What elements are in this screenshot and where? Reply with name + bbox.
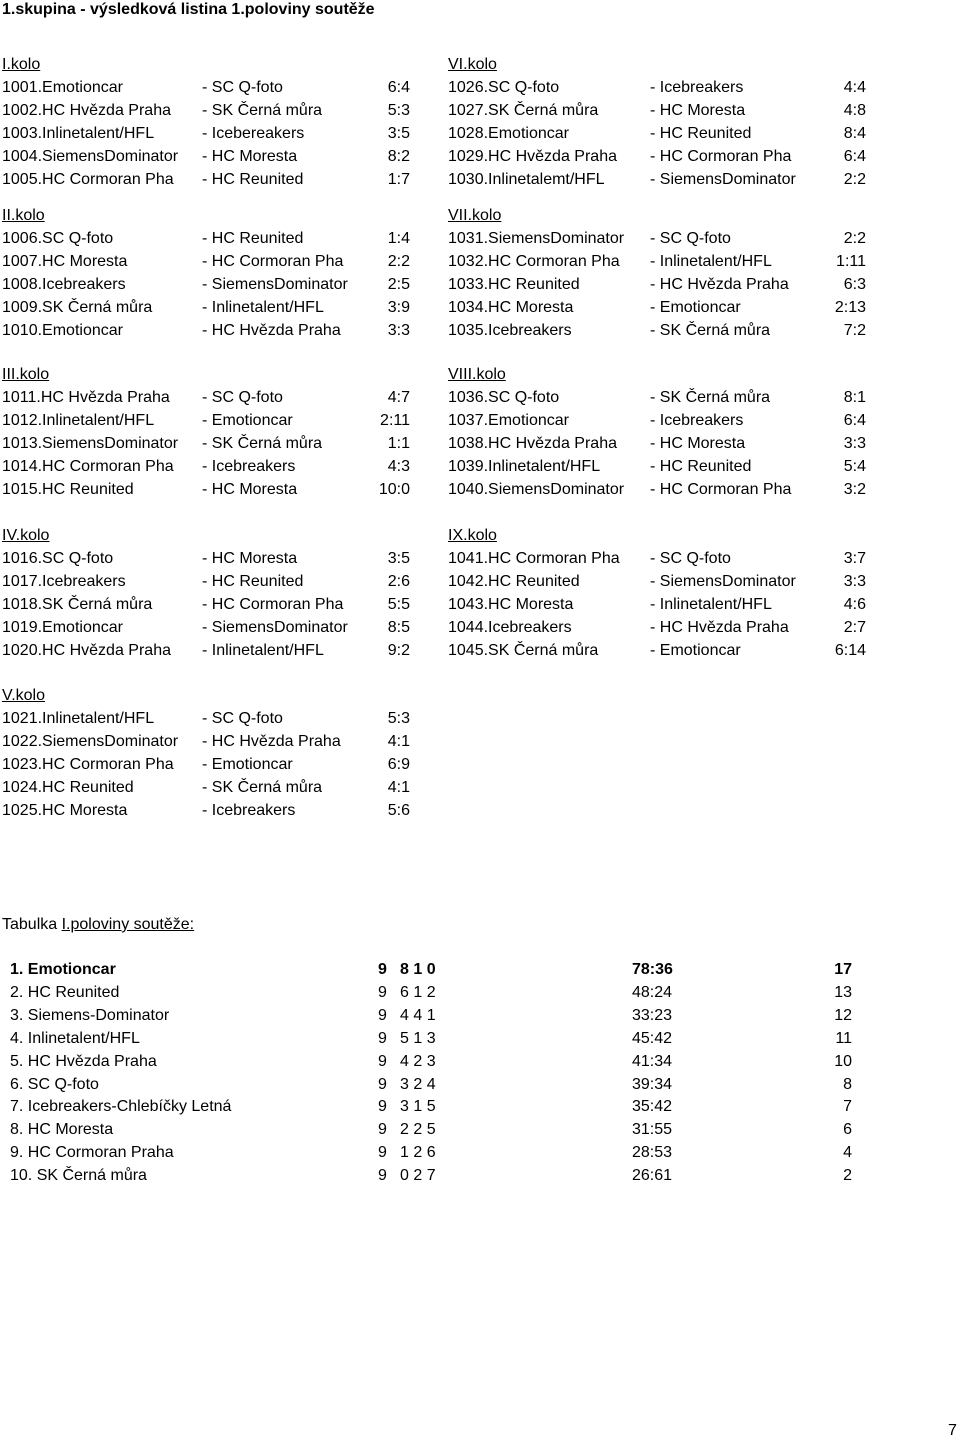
match-away: - SK Černá můra [650,388,771,406]
standings-points: 13 [834,983,852,1001]
standings-goals: 41:34 [632,1052,673,1070]
match-home: 1012.Inlinetalent/HFL [2,411,155,429]
page-title: 1.skupina - výsledková listina 1.poloviny soutěže [2,1,375,18]
match-row [448,149,888,172]
match-away: - SC Q-foto [202,709,283,727]
match-score: 3:3 [843,572,866,590]
match-away: - SiemensDominator [650,572,796,590]
standings-team: 5. HC Hvězda Praha [10,1052,157,1070]
match-score: 4:3 [387,457,410,475]
standings-row [0,962,960,985]
match-away: - SC Q-foto [650,549,731,567]
standings-goals: 39:34 [632,1075,673,1093]
standings-wdl: 5 1 3 [400,1029,436,1047]
match-row [2,436,442,459]
match-score: 2:2 [843,229,866,247]
match-row [448,597,888,620]
match-row [448,574,888,597]
standings-goals: 31:55 [632,1121,673,1139]
match-score: 2:2 [387,252,410,270]
match-row [2,803,442,826]
standings-title-underlined: I.poloviny soutěže: [61,916,195,933]
standings-games: 9 [378,1098,387,1116]
match-row [448,103,888,126]
standings-row [0,1054,960,1077]
match-row [2,711,442,734]
standings-goals: 45:42 [632,1029,673,1047]
match-score: 4:6 [843,595,866,613]
match-away: - Emotioncar [650,298,741,316]
round-block [448,57,888,194]
match-row [448,80,888,103]
match-row [2,780,442,803]
match-home: 1041.HC Cormoran Pha [448,549,620,567]
round-block [2,208,442,345]
match-away: - Emotioncar [650,641,741,659]
match-score: 6:9 [387,755,410,773]
match-row [2,80,442,103]
match-home: 1034.HC Moresta [448,298,574,316]
match-away: - HC Moresta [202,147,298,165]
match-row [2,126,442,149]
match-away: - HC Cormoran Pha [650,147,792,165]
match-home: 1015.HC Reunited [2,480,134,498]
standings-team: 8. HC Moresta [10,1121,114,1139]
standings-team: 3. Siemens-Dominator [10,1006,170,1024]
standings-goals: 33:23 [632,1006,673,1024]
match-away: - SiemensDominator [650,170,796,188]
match-home: 1010.Emotioncar [2,321,123,339]
match-score: 4:1 [387,732,410,750]
standings-team: 10. SK Černá můra [10,1167,147,1185]
standings-team: 4. Inlinetalent/HFL [10,1029,140,1047]
standings-wdl: 3 1 5 [400,1098,436,1116]
match-row [2,734,442,757]
standings-games: 9 [378,961,387,978]
match-row [2,103,442,126]
match-away: - SK Černá můra [202,101,323,119]
standings-wdl: 6 1 2 [400,983,436,1001]
match-home: 1044.Icebreakers [448,618,572,636]
match-row [448,172,888,195]
match-away: - Icebreakers [650,411,744,429]
match-away: - SC Q-foto [650,229,731,247]
match-home: 1019.Emotioncar [2,618,123,636]
match-score: 1:4 [387,229,410,247]
match-home: 1027.SK Černá můra [448,101,599,119]
match-home: 1022.SiemensDominator [2,732,179,750]
round-label: IX.kolo [448,527,497,544]
standings-row [0,1099,960,1122]
match-score: 3:7 [843,549,866,567]
standings-wdl: 4 2 3 [400,1052,436,1070]
match-away: - SK Černá můra [650,321,771,339]
standings-wdl: 1 2 6 [400,1144,436,1162]
match-row [2,459,442,482]
standings-wdl: 4 4 1 [400,1006,436,1024]
standings-games: 9 [378,983,387,1001]
match-home: 1002.HC Hvězda Praha [2,101,171,119]
standings-games: 9 [378,1052,387,1070]
match-score: 2:6 [387,572,410,590]
match-away: - HC Cormoran Pha [202,595,344,613]
round-label: III.kolo [2,366,50,383]
standings-wdl: 3 2 4 [400,1075,436,1093]
round-label: I.kolo [2,56,41,73]
standings-points: 6 [843,1121,852,1139]
match-score: 6:4 [387,78,410,96]
match-away: - HC Moresta [650,434,746,452]
match-row [2,551,442,574]
round-block [2,57,442,194]
match-home: 1016.SC Q-foto [2,549,114,567]
match-row [448,277,888,300]
standings-row [0,1031,960,1054]
standings-games: 9 [378,1029,387,1047]
match-score: 10:0 [378,480,410,498]
match-away: - SC Q-foto [202,78,283,96]
match-score: 2:2 [843,170,866,188]
round-block [2,367,442,504]
match-score: 4:7 [387,388,410,406]
round-label: VII.kolo [448,207,502,224]
match-row [2,757,442,780]
match-row [2,254,442,277]
match-row [448,643,888,666]
match-away: - Emotioncar [202,755,293,773]
match-score: 1:11 [836,252,866,270]
match-home: 1014.HC Cormoran Pha [2,457,174,475]
match-score: 2:7 [843,618,866,636]
match-row [2,172,442,195]
standings-points: 11 [835,1029,852,1047]
match-away: - HC Cormoran Pha [202,252,344,270]
match-score: 6:3 [843,275,866,293]
match-home: 1039.Inlinetalent/HFL [448,457,601,475]
match-row [448,436,888,459]
match-away: - SK Černá můra [202,434,323,452]
round-label: IV.kolo [2,527,50,544]
standings-team: 1. Emotioncar [10,961,116,978]
match-home: 1008.Icebreakers [2,275,126,293]
standings-games: 9 [378,1144,387,1162]
standings-row [0,1122,960,1145]
standings-points: 7 [843,1098,852,1116]
standings-row [0,1168,960,1191]
match-away: - Icebreakers [202,801,296,819]
round-block [448,367,888,504]
match-home: 1004.SiemensDominator [2,147,179,165]
match-row [2,574,442,597]
match-home: 1043.HC Moresta [448,595,574,613]
match-home: 1029.HC Hvězda Praha [448,147,617,165]
match-away: - HC Hvězda Praha [202,321,341,339]
match-home: 1024.HC Reunited [2,778,134,796]
match-away: - Inlinetalent/HFL [650,252,772,270]
match-score: 3:3 [843,434,866,452]
match-away: - SiemensDominator [202,618,348,636]
standings-team: 7. Icebreakers-Chlebíčky Letná [10,1098,232,1116]
standings-team: 6. SC Q-foto [10,1075,99,1093]
match-score: 3:3 [387,321,410,339]
match-home: 1011.HC Hvězda Praha [2,388,170,406]
standings-games: 9 [378,1075,387,1093]
match-home: 1018.SK Černá můra [2,595,153,613]
match-home: 1021.Inlinetalent/HFL [2,709,155,727]
match-row [2,231,442,254]
round-label: VI.kolo [448,56,497,73]
match-away: - HC Hvězda Praha [650,275,789,293]
match-home: 1023.HC Cormoran Pha [2,755,174,773]
round-label: II.kolo [2,207,45,224]
standings-wdl: 2 2 5 [400,1121,436,1139]
match-score: 5:4 [843,457,866,475]
standings-team: 2. HC Reunited [10,983,120,1001]
match-row [2,300,442,323]
match-away: - HC Hvězda Praha [202,732,341,750]
match-row [448,551,888,574]
match-home: 1025.HC Moresta [2,801,128,819]
standings-points: 12 [834,1006,852,1024]
match-row [2,323,442,346]
standings-games: 9 [378,1006,387,1024]
match-home: 1028.Emotioncar [448,124,569,142]
match-home: 1026.SC Q-foto [448,78,560,96]
match-home: 1036.SC Q-foto [448,388,560,406]
match-row [2,597,442,620]
round-block [2,528,442,665]
match-away: - HC Moresta [650,101,746,119]
match-row [448,620,888,643]
round-label: V.kolo [2,687,45,704]
match-home: 1030.Inlinetalemt/HFL [448,170,605,188]
standings-goals: 26:61 [632,1167,673,1185]
match-home: 1045.SK Černá můra [448,641,599,659]
match-score: 1:1 [387,434,410,452]
match-away: - Emotioncar [202,411,293,429]
standings-goals: 28:53 [632,1144,673,1162]
standings-row [0,985,960,1008]
standings-points: 8 [843,1075,852,1093]
match-row [2,149,442,172]
match-away: - HC Cormoran Pha [650,480,792,498]
match-score: 4:1 [387,778,410,796]
standings-wdl: 8 1 0 [400,961,436,978]
match-row [2,277,442,300]
page-number: 7 [948,1422,957,1439]
round-block [448,208,888,345]
match-home: 1037.Emotioncar [448,411,569,429]
match-row [448,300,888,323]
standings-points: 10 [834,1052,852,1070]
standings-goals: 35:42 [632,1098,673,1116]
match-home: 1001.Emotioncar [2,78,123,96]
match-away: - HC Reunited [202,229,304,247]
match-score: 2:13 [834,298,866,316]
match-score: 3:5 [387,124,410,142]
standings-wdl: 0 2 7 [400,1167,436,1185]
match-score: 5:5 [387,595,410,613]
match-away: - Inlinetalent/HFL [202,298,324,316]
match-away: - Icebreakers [650,78,744,96]
match-away: - HC Reunited [202,170,304,188]
standings-row [0,1077,960,1100]
match-row [448,459,888,482]
match-away: - Inlinetalent/HFL [650,595,772,613]
match-away: - SK Černá můra [202,778,323,796]
match-score: 8:1 [843,388,866,406]
standings-games: 9 [378,1121,387,1139]
standings-row [0,1008,960,1031]
match-home: 1042.HC Reunited [448,572,580,590]
match-score: 3:9 [387,298,410,316]
match-home: 1035.Icebreakers [448,321,572,339]
match-score: 5:3 [387,709,410,727]
round-block [2,688,442,825]
match-row [2,390,442,413]
match-home: 1017.Icebreakers [2,572,126,590]
match-home: 1040.SiemensDominator [448,480,625,498]
match-away: - HC Reunited [650,124,752,142]
match-home: 1007.HC Moresta [2,252,128,270]
match-row [448,482,888,505]
match-away: - HC Reunited [650,457,752,475]
match-away: - Inlinetalent/HFL [202,641,324,659]
match-away: - HC Moresta [202,549,298,567]
match-home: 1005.HC Cormoran Pha [2,170,174,188]
match-row [448,254,888,277]
match-score: 2:5 [387,275,410,293]
match-row [2,643,442,666]
match-score: 9:2 [387,641,410,659]
match-score: 3:5 [387,549,410,567]
round-block [448,528,888,665]
standings-points: 2 [843,1167,852,1185]
match-away: - Icebereakers [202,124,305,142]
round-label: VIII.kolo [448,366,506,383]
match-home: 1031.SiemensDominator [448,229,625,247]
match-away: - HC Reunited [202,572,304,590]
match-score: 8:2 [387,147,410,165]
match-row [2,482,442,505]
standings-title [2,917,194,933]
match-home: 1038.HC Hvězda Praha [448,434,617,452]
match-away: - HC Hvězda Praha [650,618,789,636]
match-home: 1013.SiemensDominator [2,434,179,452]
match-score: 2:11 [380,411,410,429]
match-home: 1020.HC Hvězda Praha [2,641,171,659]
match-away: - HC Moresta [202,480,298,498]
match-score: 4:4 [843,78,866,96]
match-score: 5:3 [387,101,410,119]
match-row [448,390,888,413]
match-away: - SC Q-foto [202,388,283,406]
match-score: 6:4 [843,147,866,165]
match-score: 8:4 [843,124,866,142]
standings-games: 9 [378,1167,387,1185]
standings-row [0,1145,960,1168]
standings-goals: 48:24 [632,983,673,1001]
match-row [2,620,442,643]
match-score: 5:6 [387,801,410,819]
match-row [448,126,888,149]
match-score: 1:7 [387,170,410,188]
standings-points: 4 [843,1144,852,1162]
match-home: 1033.HC Reunited [448,275,580,293]
match-score: 7:2 [843,321,866,339]
match-home: 1003.Inlinetalent/HFL [2,124,155,142]
match-row [448,413,888,436]
match-score: 6:4 [843,411,866,429]
match-home: 1032.HC Cormoran Pha [448,252,620,270]
match-home: 1006.SC Q-foto [2,229,114,247]
match-score: 4:8 [843,101,866,119]
match-score: 6:14 [834,641,866,659]
match-row [448,231,888,254]
match-row [2,413,442,436]
match-away: - Icebreakers [202,457,296,475]
standings-team: 9. HC Cormoran Praha [10,1144,174,1162]
standings-points: 17 [834,961,852,978]
match-row [448,323,888,346]
match-home: 1009.SK Černá můra [2,298,153,316]
match-score: 3:2 [843,480,866,498]
standings-title-prefix: Tabulka [2,916,62,933]
match-score: 8:5 [387,618,410,636]
standings-goals: 78:36 [632,961,673,978]
match-away: - SiemensDominator [202,275,348,293]
